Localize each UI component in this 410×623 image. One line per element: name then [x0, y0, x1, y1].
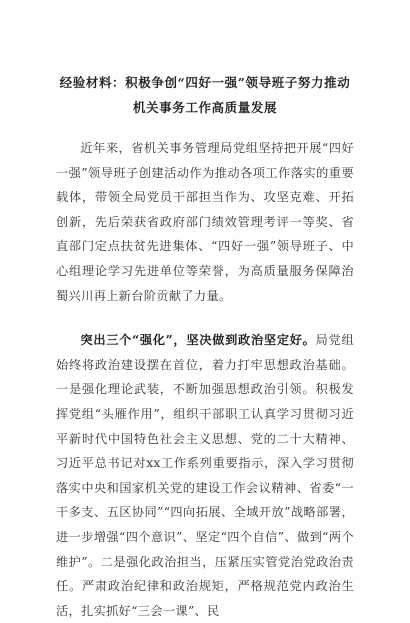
document-title: 经验材料：积极争创“四好一强”领导班子努力推动机关事务工作高质量发展 [59, 75, 351, 115]
paragraph-political [56, 328, 354, 623]
paragraph-intro [56, 136, 354, 308]
paragraph-political-lead: 突出三个“强化”，坚决做到政治坚定好。 [80, 333, 316, 348]
paragraph-political-text: 局党组始终将政治建设摆在首位，着力打牢思想政治基础。一是强化理论武装，不断加强思想政治引领。积极发挥党组“头雁作用”，组织干部职工认真学习贯彻习近平新时代中国特色社会主义思想、党的二十大精神、习近平总书记对xx工作系列重要指示，深入学习贯彻落实中央和国家机关党的建设工作会议精神、省委“一干多支、五区协同”“四向拓展、全域开放”战略部署，进一步增强“四个意识”、坚定“四个自信”、做到“两个维护”。二是强化政治担当，压紧压实管党治党政治责任。严肃政治纪律和政治规矩，严格规范党内政治生活，扎实抓好“三会一课”、民 [56, 333, 354, 618]
paragraph-intro-text: 近年来，省机关事务管理局党组坚持把开展“四好一强”领导班子创建活动作为推动各项工作落实的重要载体，带领全局党员干部担当作为、攻坚克难、开拓创新，先后荣获省政府部门绩效管理考评一等奖、省直部门定点扶贫先进集体、“四好一强”领导班子、中心组理论学习先进单位等荣誉，为高质量服务保障治蜀兴川再上新台阶贡献了力量。 [56, 141, 354, 303]
